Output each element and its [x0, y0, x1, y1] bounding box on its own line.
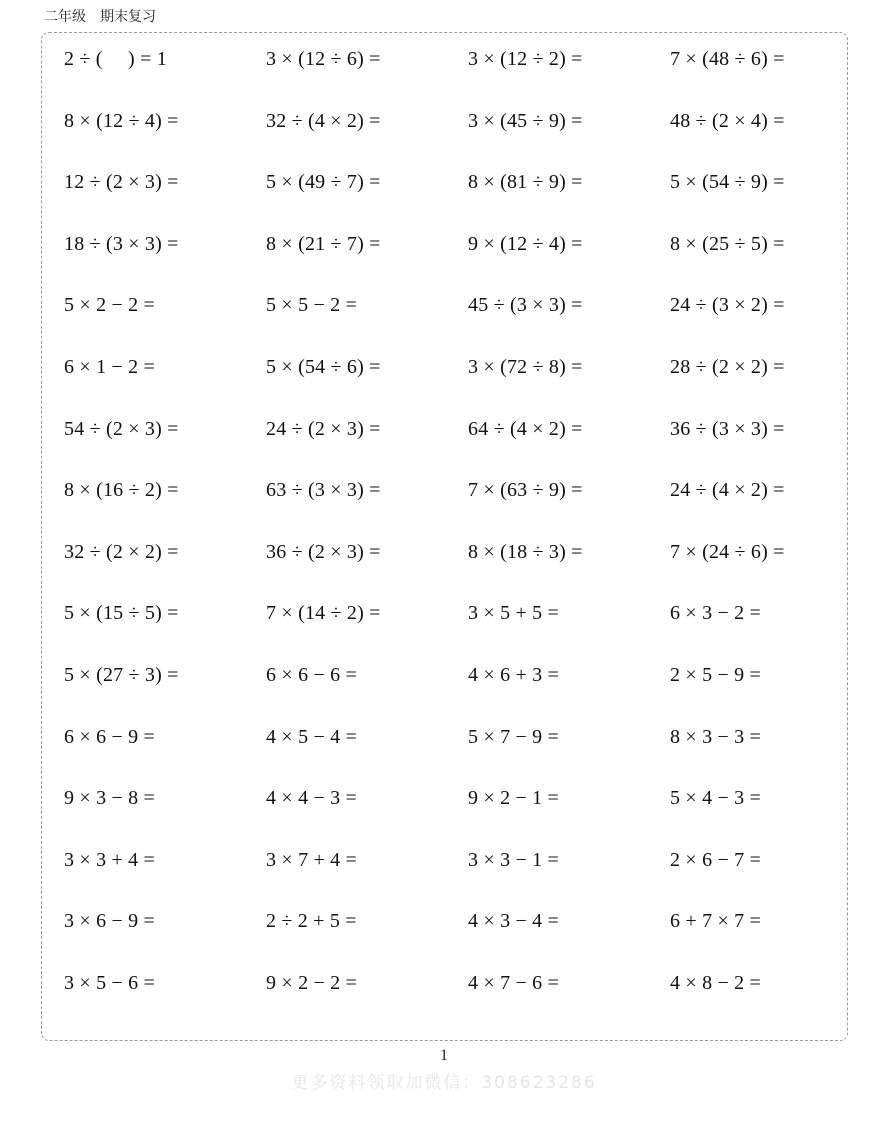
math-problem: 9 × (12 ÷ 4) = — [468, 232, 583, 255]
math-problem: 9 × 2 − 2 = — [266, 971, 358, 994]
math-problem: 36 ÷ (3 × 3) = — [670, 417, 785, 440]
math-problem: 8 × (18 ÷ 3) = — [468, 540, 583, 563]
math-problem: 3 × 7 + 4 = — [266, 848, 358, 871]
math-problem: 4 × 3 − 4 = — [468, 910, 560, 933]
math-problem: 32 ÷ (2 × 2) = — [64, 540, 179, 563]
math-problem: 4 × 7 − 6 = — [468, 971, 560, 994]
math-problem: 8 × (16 ÷ 2) = — [64, 479, 179, 502]
math-problem: 7 × (14 ÷ 2) = — [266, 602, 381, 625]
math-problem: 24 ÷ (4 × 2) = — [670, 479, 785, 502]
math-problem: 2 ÷ ( ) = 1 — [64, 48, 167, 70]
math-problem: 3 × 5 − 6 = — [64, 971, 156, 994]
math-problem: 9 × 3 − 8 = — [64, 787, 156, 810]
math-problem: 6 + 7 × 7 = — [670, 910, 762, 933]
math-problem: 6 × 1 − 2 = — [64, 355, 156, 378]
math-problem: 2 ÷ 2 + 5 = — [266, 910, 357, 933]
problem-grid — [64, 44, 864, 1030]
math-problem: 4 × 4 − 3 = — [266, 787, 358, 810]
math-problem: 28 ÷ (2 × 2) = — [670, 355, 785, 378]
math-problem: 12 ÷ (2 × 3) = — [64, 171, 179, 194]
math-problem: 24 ÷ (2 × 3) = — [266, 417, 381, 440]
math-problem: 6 × 6 − 6 = — [266, 663, 358, 686]
math-problem: 4 × 8 − 2 = — [670, 971, 762, 994]
math-problem: 5 × (49 ÷ 7) = — [266, 171, 381, 194]
math-problem: 5 × (54 ÷ 6) = — [266, 355, 381, 378]
math-problem: 3 × 6 − 9 = — [64, 910, 156, 933]
watermark: 更多资料领取加微信：308623286 — [291, 1073, 597, 1093]
math-problem: 8 × (12 ÷ 4) = — [64, 109, 179, 132]
math-problem: 48 ÷ (2 × 4) = — [670, 109, 785, 132]
math-problem: 6 × 3 − 2 = — [670, 602, 762, 625]
math-problem: 18 ÷ (3 × 3) = — [64, 232, 179, 255]
math-problem: 5 × (15 ÷ 5) = — [64, 602, 179, 625]
math-problem: 3 × (12 ÷ 2) = — [468, 48, 583, 70]
math-problem: 5 × 7 − 9 = — [468, 725, 560, 748]
worksheet-header: 二年级 期末复习 — [44, 9, 156, 25]
math-problem: 5 × (27 ÷ 3) = — [64, 663, 179, 686]
math-problem: 36 ÷ (2 × 3) = — [266, 540, 381, 563]
math-problem: 5 × 5 − 2 = — [266, 294, 358, 317]
math-problem: 4 × 6 + 3 = — [468, 663, 560, 686]
math-problem: 24 ÷ (3 × 2) = — [670, 294, 785, 317]
math-problem: 7 × (24 ÷ 6) = — [670, 540, 785, 563]
math-problem: 5 × (54 ÷ 9) = — [670, 171, 785, 194]
math-problem: 8 × (21 ÷ 7) = — [266, 232, 381, 255]
math-problem: 54 ÷ (2 × 3) = — [64, 417, 179, 440]
math-problem: 7 × (63 ÷ 9) = — [468, 479, 583, 502]
math-problem: 4 × 5 − 4 = — [266, 725, 358, 748]
math-problem: 32 ÷ (4 × 2) = — [266, 109, 381, 132]
math-problem: 8 × (25 ÷ 5) = — [670, 232, 785, 255]
math-problem: 5 × 4 − 3 = — [670, 787, 762, 810]
page-number: 1 — [440, 1047, 448, 1064]
math-problem: 9 × 2 − 1 = — [468, 787, 560, 810]
math-problem: 2 × 5 − 9 = — [670, 663, 762, 686]
math-problem: 3 × 5 + 5 = — [468, 602, 560, 625]
math-problem: 2 × 6 − 7 = — [670, 848, 762, 871]
math-problem: 63 ÷ (3 × 3) = — [266, 479, 381, 502]
math-problem: 7 × (48 ÷ 6) = — [670, 48, 785, 70]
math-problem: 64 ÷ (4 × 2) = — [468, 417, 583, 440]
math-problem: 6 × 6 − 9 = — [64, 725, 156, 748]
math-problem: 3 × (45 ÷ 9) = — [468, 109, 583, 132]
math-problem: 3 × (12 ÷ 6) = — [266, 48, 381, 70]
math-problem: 8 × 3 − 3 = — [670, 725, 762, 748]
math-problem: 5 × 2 − 2 = — [64, 294, 156, 317]
math-problem: 45 ÷ (3 × 3) = — [468, 294, 583, 317]
math-problem: 8 × (81 ÷ 9) = — [468, 171, 583, 194]
math-problem: 3 × 3 − 1 = — [468, 848, 560, 871]
math-problem: 3 × 3 + 4 = — [64, 848, 156, 871]
math-problem: 3 × (72 ÷ 8) = — [468, 355, 583, 378]
